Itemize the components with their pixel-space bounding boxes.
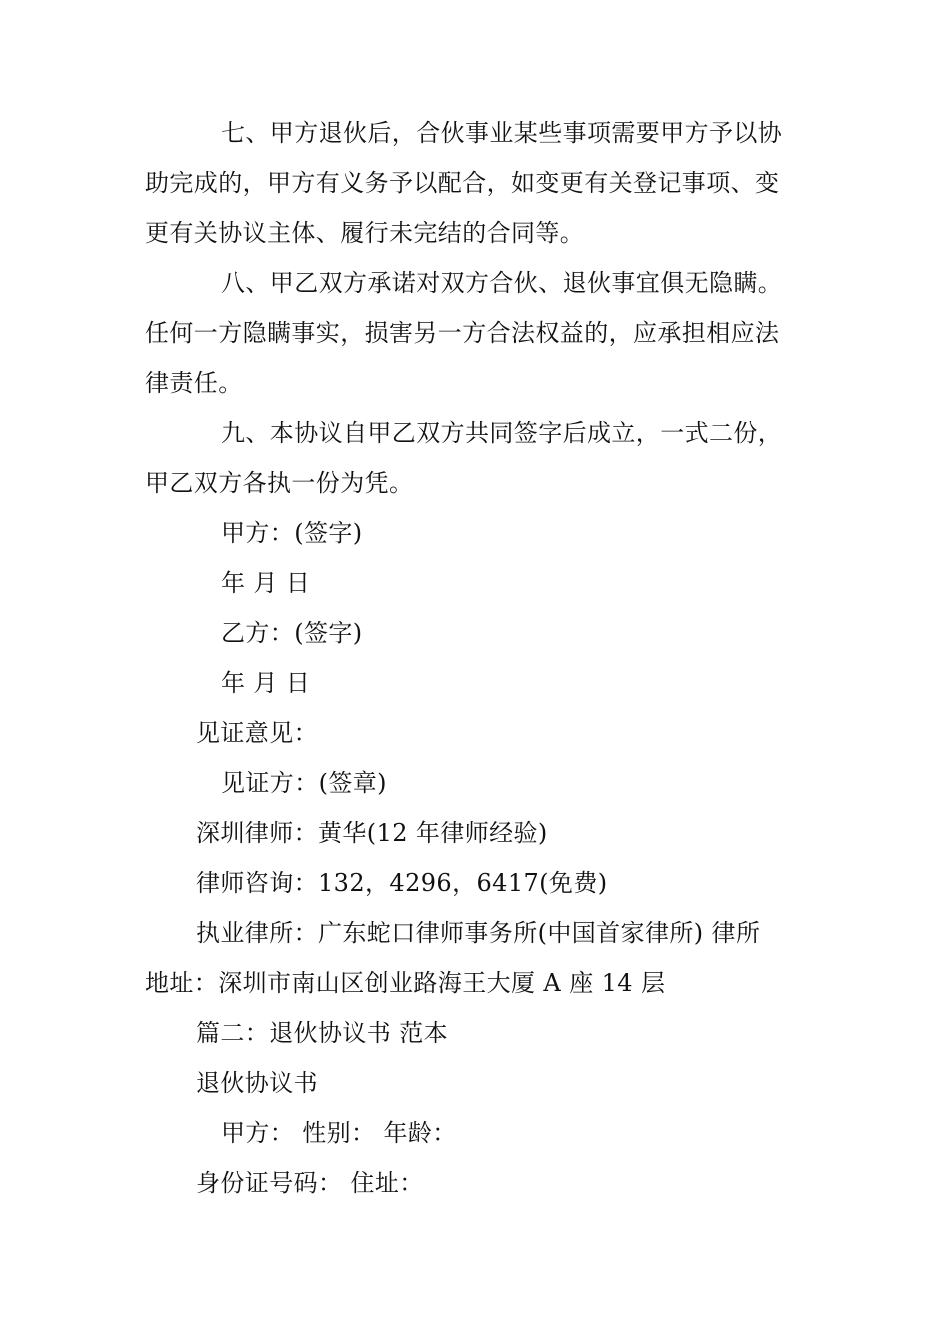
witness-seal: 见证方：(签章) (221, 769, 387, 797)
clause-7-line-2: 助完成的，甲方有义务予以配合，如变更有关登记事项、变 (145, 169, 780, 197)
party-a-info: 甲方： 性别： 年龄： (221, 1119, 457, 1147)
lawyer-consultation: 律师咨询：132，4296，6417(免费) (196, 869, 608, 897)
section-heading: 篇二：退伙协议书 范本 (196, 1019, 449, 1047)
party-b-date: 年 月 日 (221, 669, 311, 697)
clause-8-line-2: 任何一方隐瞒事实，损害另一方合法权益的，应承担相应法 (145, 319, 780, 347)
law-firm-line-1: 执业律所：广东蛇口律师事务所(中国首家律所) 律所 (196, 919, 761, 947)
lawyer-name: 深圳律师：黄华(12 年律师经验) (196, 819, 548, 847)
party-a-signature: 甲方：(签字) (221, 519, 363, 547)
party-b-signature: 乙方：(签字) (221, 619, 363, 647)
party-a-date: 年 月 日 (221, 569, 311, 597)
agreement-title: 退伙协议书 (196, 1069, 318, 1097)
law-firm-address: 地址：深圳市南山区创业路海王大厦 A 座 14 层 (145, 969, 666, 997)
witness-opinion: 见证意见： (196, 719, 318, 747)
id-address-info: 身份证号码： 住址： (196, 1169, 424, 1197)
clause-9-line-2: 甲乙双方各执一份为凭。 (145, 469, 414, 497)
clause-7-line-1: 七、甲方退伙后，合伙事业某些事项需要甲方予以协 (221, 119, 783, 147)
clause-8-line-1: 八、甲乙双方承诺对双方合伙、退伙事宜俱无隐瞒。 (221, 269, 783, 297)
clause-7-line-3: 更有关协议主体、履行未完结的合同等。 (145, 219, 585, 247)
clause-9-line-1: 九、本协议自甲乙双方共同签字后成立，一式二份， (221, 419, 783, 447)
clause-8-line-3: 律责任。 (145, 369, 243, 397)
